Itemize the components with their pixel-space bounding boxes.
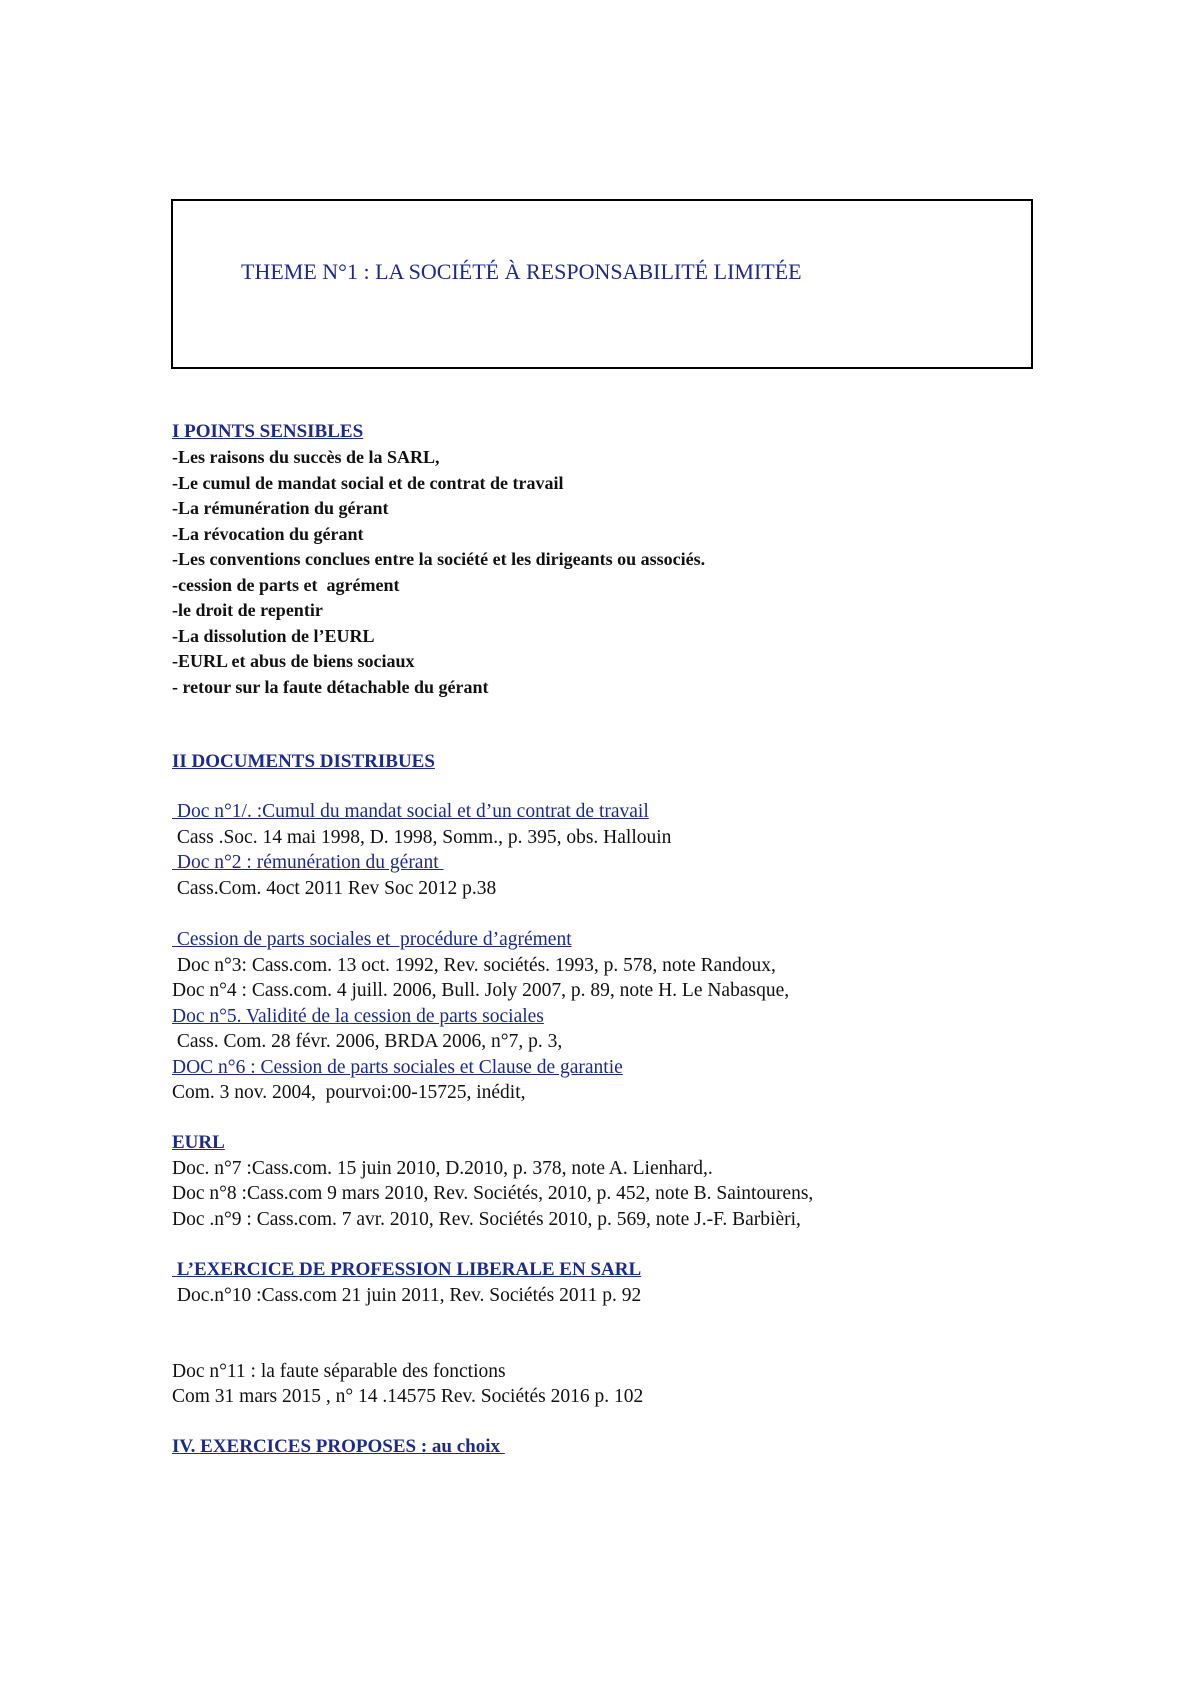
- doc6-link[interactable]: DOC n°6 : Cession de parts sociales et Clause de garantie: [172, 1056, 623, 1078]
- point-item: -Les raisons du succès de la SARL,: [172, 447, 440, 467]
- point-item: -Le cumul de mandat social et de contrat de travail: [172, 472, 564, 493]
- section-heading-documents: II DOCUMENTS DISTRIBUES: [172, 751, 435, 772]
- doc2-reference: Cass.Com. 4oct 2011 Rev Soc 2012 p.38: [172, 877, 497, 899]
- doc2-link[interactable]: Doc n°2 : rémunération du gérant: [172, 852, 444, 873]
- doc6-reference: Com. 3 nov. 2004, pourvoi:00-15725, inédit,: [172, 1082, 526, 1103]
- section-heading-liberal: L’EXERCICE DE PROFESSION LIBERALE EN SARL: [172, 1259, 642, 1280]
- doc8-reference: Doc n°8 :Cass.com 9 mars 2010, Rev. Sociétés, 2010, p. 452, note B. Saintourens,: [172, 1183, 814, 1204]
- cession-link[interactable]: Cession de parts sociales et procédure d’agrément: [172, 929, 572, 950]
- doc3-reference: Doc n°3: Cass.com. 13 oct. 1992, Rev. sociétés. 1993, p. 578, note Randoux,: [172, 954, 776, 976]
- section-heading-points: I POINTS SENSIBLES: [172, 421, 364, 442]
- section-heading-eurl: EURL: [172, 1131, 225, 1153]
- doc11-title: Doc n°11 : la faute séparable des fonctions: [172, 1360, 506, 1382]
- point-item: -La révocation du gérant: [172, 523, 364, 544]
- point-item: -Les conventions conclues entre la société et les dirigeants ou associés.: [172, 549, 706, 569]
- title-box: [171, 199, 1033, 369]
- point-item: -EURL et abus de biens sociaux: [172, 651, 415, 671]
- doc11-reference: Com 31 mars 2015 , n° 14 .14575 Rev. Sociétés 2016 p. 102: [172, 1386, 644, 1407]
- page-title: THEME N°1 : LA SOCIÉTÉ À RESPONSABILITÉ LIMITÉE: [241, 259, 802, 284]
- point-item: -La dissolution de l’EURL: [172, 625, 375, 646]
- doc5-link[interactable]: Doc n°5. Validité de la cession de parts sociales: [172, 1005, 544, 1027]
- point-item: -le droit de repentir: [172, 600, 323, 620]
- doc10-reference: Doc.n°10 :Cass.com 21 juin 2011, Rev. Sociétés 2011 p. 92: [172, 1285, 642, 1306]
- doc1-link[interactable]: Doc n°1/. :Cumul du mandat social et d’un contrat de travail: [172, 801, 649, 822]
- doc1-reference: Cass .Soc. 14 mai 1998, D. 1998, Somm., p. 395, obs. Hallouin: [172, 826, 672, 848]
- point-item: -cession de parts et agrément: [172, 574, 400, 595]
- point-item: - retour sur la faute détachable du gérant: [172, 676, 489, 697]
- doc9-reference: Doc .n°9 : Cass.com. 7 avr. 2010, Rev. Sociétés 2010, p. 569, note J.-F. Barbièri,: [172, 1208, 801, 1230]
- doc5-reference: Cass. Com. 28 févr. 2006, BRDA 2006, n°7, p. 3,: [172, 1031, 563, 1052]
- doc7-reference: Doc. n°7 :Cass.com. 15 juin 2010, D.2010, p. 378, note A. Lienhard,.: [172, 1157, 713, 1179]
- points-list: [172, 445, 1072, 700]
- point-item: -La rémunération du gérant: [172, 498, 389, 518]
- document-body: [172, 419, 1072, 1460]
- doc4-reference: Doc n°4 : Cass.com. 4 juill. 2006, Bull. Joly 2007, p. 89, note H. Le Nabasque,: [172, 980, 790, 1001]
- section-heading-exercises: IV. EXERCICES PROPOSES : au choix: [172, 1435, 505, 1457]
